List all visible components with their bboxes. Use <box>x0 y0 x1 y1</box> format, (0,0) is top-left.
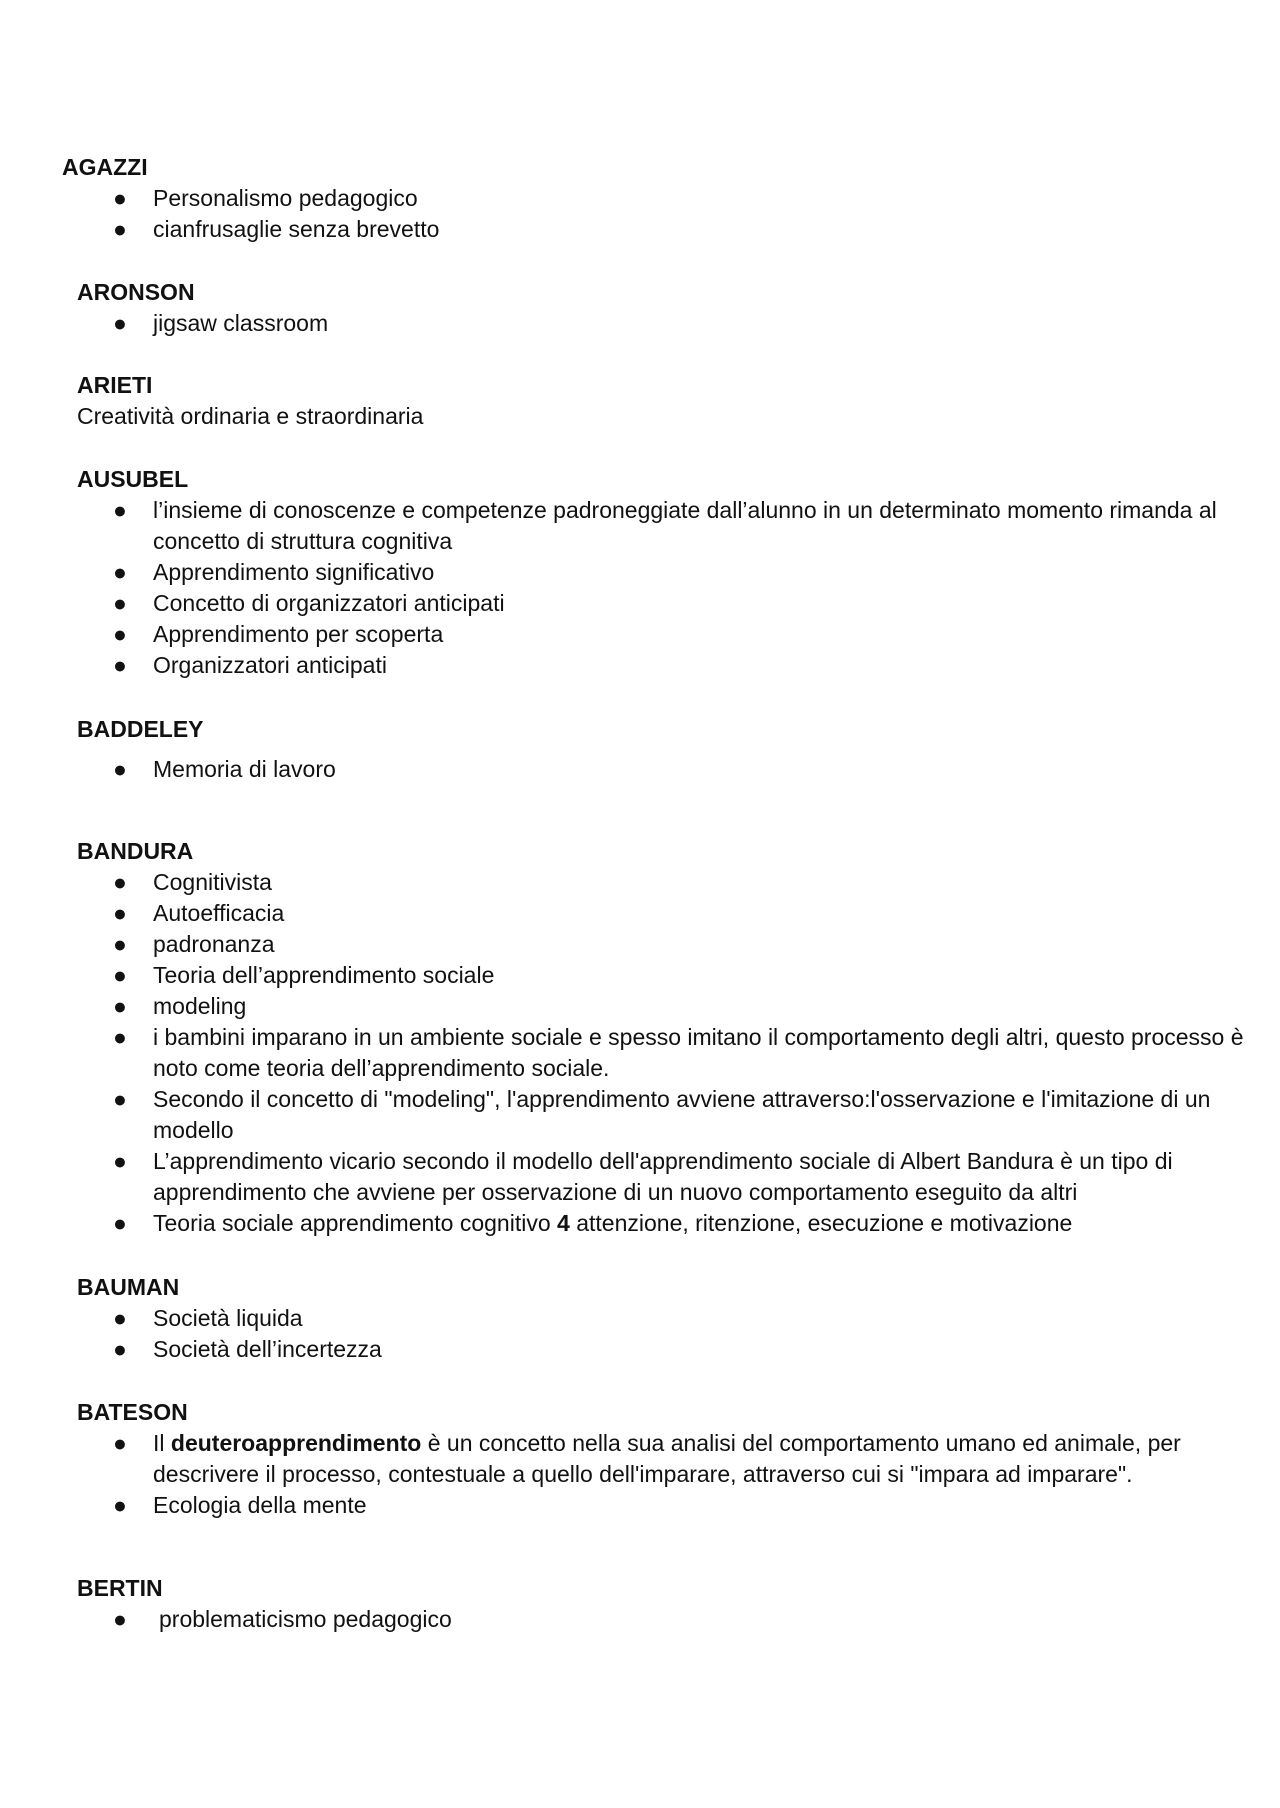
list-item: ● Teoria sociale apprendimento cognitivo 4 attenzione, ritenzione, esecuzione e motivazione <box>77 1208 1257 1239</box>
section-bauman <box>77 1272 1257 1365</box>
section-heading: BADDELEY <box>77 716 204 742</box>
bullet-icon: ● <box>113 869 127 895</box>
bullet-list <box>77 1303 1257 1365</box>
section-heading: BERTIN <box>77 1575 163 1601</box>
bullet-icon: ● <box>113 590 127 616</box>
bullet-icon: ● <box>113 1430 127 1456</box>
list-item: ● problematicismo pedagogico <box>77 1604 1257 1635</box>
section-agazzi <box>62 152 1242 245</box>
section-heading: ARIETI <box>77 372 153 398</box>
bullet-icon: ● <box>113 962 127 988</box>
list-item: ● Organizzatori anticipati <box>77 650 1257 681</box>
bullet-icon: ● <box>113 1086 127 1112</box>
list-item: ● modeling <box>77 991 1257 1022</box>
bullet-list <box>62 183 1242 245</box>
list-item: ● Memoria di lavoro <box>77 754 1257 785</box>
bullet-icon: ● <box>113 559 127 585</box>
bullet-icon: ● <box>113 1148 127 1174</box>
section-heading: BAUMAN <box>77 1274 180 1300</box>
bullet-icon: ● <box>113 185 127 211</box>
bullet-icon: ● <box>113 1024 127 1050</box>
list-item: ● Secondo il concetto di "modeling", l'apprendimento avviene attraverso:l'osservazione e l'imitazione di un modello <box>113 1086 1211 1143</box>
list-item: ● Concetto di organizzatori anticipati <box>77 588 1257 619</box>
bullet-icon: ● <box>113 993 127 1019</box>
list-item: ● Cognitivista <box>77 867 1257 898</box>
bullet-list <box>77 754 1257 785</box>
section-heading: ARONSON <box>77 279 195 305</box>
section-text: Creatività ordinaria e straordinaria <box>77 403 424 429</box>
bold-term: deuteroapprendimento <box>170 1430 422 1456</box>
bullet-list <box>77 867 1257 1239</box>
bullet-icon: ● <box>113 900 127 926</box>
bullet-icon: ● <box>113 1336 127 1362</box>
section-bateson <box>77 1397 1257 1521</box>
bullet-list <box>77 1428 1257 1521</box>
bullet-icon: ● <box>113 216 127 242</box>
list-item: ● Società dell’incertezza <box>77 1334 1257 1365</box>
bullet-list <box>77 308 1257 339</box>
bullet-icon: ● <box>113 652 127 678</box>
section-bandura <box>77 836 1257 1239</box>
section-baddeley <box>77 714 1257 785</box>
section-heading: AUSUBEL <box>77 466 189 492</box>
list-item: ● Autoefficacia <box>77 898 1257 929</box>
list-item: ● Società liquida <box>77 1303 1257 1334</box>
list-item: ● padronanza <box>77 929 1257 960</box>
section-aronson <box>77 277 1257 339</box>
list-item: ● L’apprendimento vicario secondo il modello dell'apprendimento sociale di Albert Bandura è un tipo di apprendimento che avviene per osservazione di un nuovo comportamento eseguito da altri <box>113 1148 1173 1205</box>
bullet-icon: ● <box>113 497 127 523</box>
list-item: ● l’insieme di conoscenze e competenze padroneggiate dall’alunno in un determinato momento rimanda al concetto di struttura cognitiva <box>113 497 1217 554</box>
bullet-icon: ● <box>113 1305 127 1331</box>
bold-number: 4 <box>557 1210 570 1236</box>
bullet-icon: ● <box>113 310 127 336</box>
section-arieti <box>77 370 1257 432</box>
list-item: ● Ecologia della mente <box>77 1490 1257 1521</box>
bullet-icon: ● <box>113 621 127 647</box>
bullet-list <box>77 1604 1257 1635</box>
section-heading: AGAZZI <box>62 154 148 180</box>
list-item: ● Personalismo pedagogico <box>62 183 1242 214</box>
list-item: ● Apprendimento per scoperta <box>77 619 1257 650</box>
list-item: ● jigsaw classroom <box>77 308 1257 339</box>
bullet-icon: ● <box>113 1606 127 1632</box>
section-ausubel <box>77 464 1257 681</box>
list-item: ● Teoria dell’apprendimento sociale <box>77 960 1257 991</box>
list-item: ● Apprendimento significativo <box>77 557 1257 588</box>
section-heading: BANDURA <box>77 838 194 864</box>
section-heading: BATESON <box>77 1399 188 1425</box>
bullet-list <box>77 495 1257 681</box>
section-bertin <box>77 1573 1257 1635</box>
bullet-icon: ● <box>113 1210 127 1236</box>
list-item: ● cianfrusaglie senza brevetto <box>62 214 1242 245</box>
list-item: ● i bambini imparano in un ambiente sociale e spesso imitano il comportamento degli altri, questo processo è noto come teoria dell’apprendimento sociale. <box>113 1024 1244 1081</box>
list-item: ● Il deuteroapprendimento è un concetto nella sua analisi del comportamento umano ed animale, per descrivere il processo, contestuale a quello dell'imparare, attraverso cui si "impara ad imparare". <box>113 1430 1181 1487</box>
bullet-icon: ● <box>113 756 127 782</box>
bullet-icon: ● <box>113 1492 127 1518</box>
bullet-icon: ● <box>113 931 127 957</box>
